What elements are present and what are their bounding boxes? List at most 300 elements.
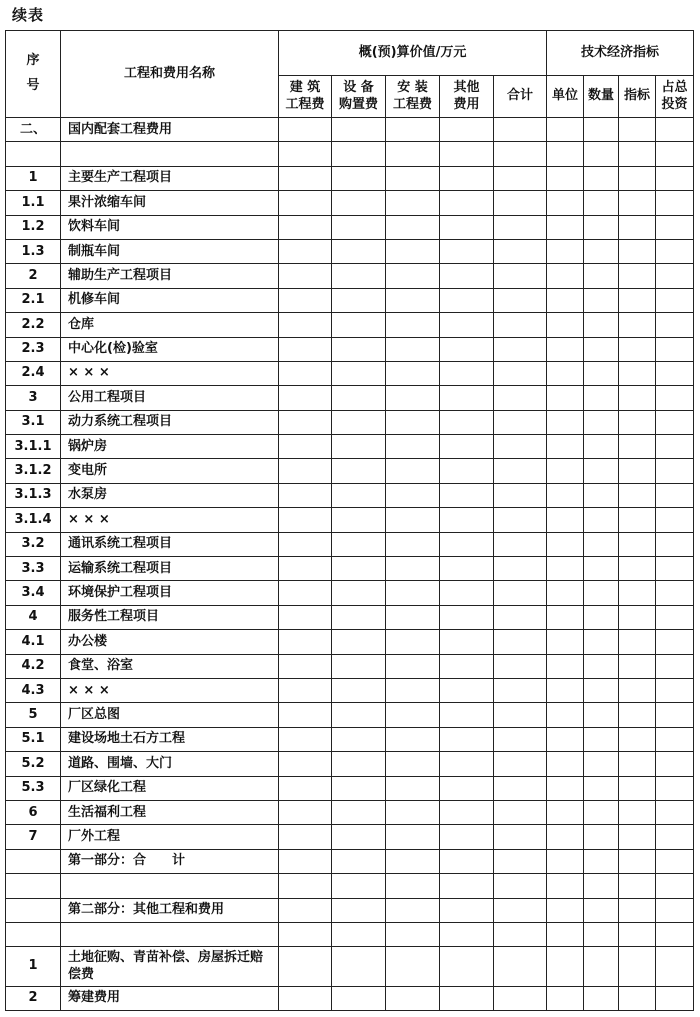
table-row (6, 605, 694, 629)
building-cost-cell (279, 191, 332, 215)
installation-cost-cell (386, 654, 440, 678)
quantity-cell (584, 986, 619, 1010)
quantity-cell (584, 410, 619, 434)
table-row (6, 313, 694, 337)
quantity-cell (584, 898, 619, 922)
indicator-cell (619, 849, 656, 873)
building-cost-cell (279, 800, 332, 824)
row-seq-number: 4 (6, 605, 61, 629)
indicator-cell (619, 410, 656, 434)
quantity-cell (584, 337, 619, 361)
row-seq-number: 3.1.2 (6, 459, 61, 483)
quantity-cell (584, 581, 619, 605)
unit-cell (547, 508, 584, 532)
other-cost-cell (440, 800, 494, 824)
row-seq-number: 4.2 (6, 654, 61, 678)
unit-cell (547, 483, 584, 507)
building-cost-cell (279, 313, 332, 337)
unit-cell (547, 849, 584, 873)
estimate-value-group-header: 概(预)算价值/万元 (279, 31, 547, 76)
total-cell (494, 435, 547, 459)
equipment-cost-cell (332, 459, 386, 483)
building-cost-cell (279, 874, 332, 898)
quantity-cell (584, 435, 619, 459)
total-cell (494, 166, 547, 190)
row-seq-number: 2.3 (6, 337, 61, 361)
installation-cost-cell (386, 557, 440, 581)
equipment-cost-cell (332, 337, 386, 361)
building-cost-cell (279, 752, 332, 776)
quantity-cell (584, 142, 619, 166)
share-of-total-cell (656, 459, 694, 483)
unit-cell (547, 361, 584, 385)
unit-cell (547, 166, 584, 190)
total-cell (494, 727, 547, 751)
building-cost-cell (279, 825, 332, 849)
quantity-cell (584, 678, 619, 702)
quantity-cell (584, 288, 619, 312)
row-item-name: 变电所 (61, 459, 279, 483)
building-cost-cell (279, 776, 332, 800)
indicator-cell (619, 874, 656, 898)
quantity-cell (584, 727, 619, 751)
unit-cell (547, 337, 584, 361)
table-row (6, 142, 694, 166)
building-cost-cell (279, 703, 332, 727)
row-item-name: 服务性工程项目 (61, 605, 279, 629)
table-row (6, 532, 694, 556)
share-of-total-cell (656, 337, 694, 361)
row-item-name: 建设场地土石方工程 (61, 727, 279, 751)
total-cell (494, 581, 547, 605)
table-row (6, 166, 694, 190)
equipment-cost-cell (332, 898, 386, 922)
other-cost-cell (440, 922, 494, 946)
indicator-cell (619, 239, 656, 263)
equipment-cost-cell (332, 678, 386, 702)
indicator-cell (619, 825, 656, 849)
quantity-cell (584, 776, 619, 800)
other-cost-cell (440, 849, 494, 873)
share-of-total-cell (656, 435, 694, 459)
total-cell (494, 557, 547, 581)
indicator-cell (619, 215, 656, 239)
row-item-name: 果汁浓缩车间 (61, 191, 279, 215)
other-cost-cell (440, 532, 494, 556)
table-body (6, 118, 694, 1011)
equipment-cost-cell (332, 557, 386, 581)
installation-cost-cell (386, 166, 440, 190)
total-cell (494, 288, 547, 312)
unit-cell (547, 313, 584, 337)
building-cost-cell (279, 922, 332, 946)
building-cost-cell (279, 361, 332, 385)
building-cost-cell (279, 849, 332, 873)
share-of-total-cell (656, 849, 694, 873)
quantity-cell (584, 752, 619, 776)
indicator-cell (619, 435, 656, 459)
total-cell (494, 800, 547, 824)
indicator-cell (619, 191, 656, 215)
unit-cell (547, 410, 584, 434)
indicator-cell (619, 532, 656, 556)
total-cell (494, 703, 547, 727)
share-of-total-cell (656, 776, 694, 800)
indicator-cell (619, 947, 656, 987)
quantity-cell (584, 605, 619, 629)
total-cell (494, 361, 547, 385)
row-item-name: 仓库 (61, 313, 279, 337)
row-item-name: 筹建费用 (61, 986, 279, 1010)
table-continued-title: 续表 (12, 6, 45, 24)
building-cost-cell (279, 581, 332, 605)
installation-cost-cell (386, 386, 440, 410)
installation-cost-cell (386, 849, 440, 873)
unit-cell (547, 264, 584, 288)
share-of-total-cell (656, 313, 694, 337)
row-seq-number: 二、 (6, 118, 61, 142)
indicator-cell (619, 605, 656, 629)
row-seq-number: 1.2 (6, 215, 61, 239)
row-item-name: 环境保护工程项目 (61, 581, 279, 605)
row-item-name: 道路、围墙、大门 (61, 752, 279, 776)
quantity-cell (584, 703, 619, 727)
equipment-cost-cell (332, 800, 386, 824)
other-cost-cell (440, 678, 494, 702)
row-seq-number: 5.2 (6, 752, 61, 776)
row-item-name: 办公楼 (61, 630, 279, 654)
installation-cost-cell (386, 361, 440, 385)
equipment-cost-cell (332, 118, 386, 142)
building-cost-cell (279, 435, 332, 459)
quantity-cell (584, 313, 619, 337)
table-row (6, 508, 694, 532)
equipment-cost-cell (332, 986, 386, 1010)
row-seq-number: 2.2 (6, 313, 61, 337)
indicator-cell (619, 986, 656, 1010)
unit-cell (547, 727, 584, 751)
table-row (6, 898, 694, 922)
row-item-name: 通讯系统工程项目 (61, 532, 279, 556)
unit-cell (547, 191, 584, 215)
installation-cost-header: 安 装 工程费 (386, 76, 440, 118)
other-cost-cell (440, 288, 494, 312)
indicator-cell (619, 264, 656, 288)
indicator-cell (619, 361, 656, 385)
unit-cell (547, 435, 584, 459)
unit-cell (547, 825, 584, 849)
share-of-total-cell (656, 410, 694, 434)
row-seq-number: 3.2 (6, 532, 61, 556)
building-cost-cell (279, 727, 332, 751)
quantity-cell (584, 654, 619, 678)
installation-cost-cell (386, 630, 440, 654)
other-cost-header: 其他 费用 (440, 76, 494, 118)
equipment-cost-cell (332, 752, 386, 776)
row-seq-number: 3.1.4 (6, 508, 61, 532)
installation-cost-cell (386, 435, 440, 459)
share-of-total-cell (656, 557, 694, 581)
share-of-total-cell (656, 986, 694, 1010)
unit-cell (547, 986, 584, 1010)
installation-cost-cell (386, 191, 440, 215)
installation-cost-cell (386, 215, 440, 239)
unit-cell (547, 922, 584, 946)
unit-cell (547, 947, 584, 987)
share-of-total-cell (656, 678, 694, 702)
row-seq-number: 2 (6, 986, 61, 1010)
total-cell (494, 947, 547, 987)
table-row (6, 239, 694, 263)
row-item-name: 公用工程项目 (61, 386, 279, 410)
row-item-name: 第二部分：其他工程和费用 (61, 898, 279, 922)
share-of-total-cell (656, 166, 694, 190)
total-cell (494, 922, 547, 946)
total-cell (494, 313, 547, 337)
indicator-cell (619, 703, 656, 727)
row-item-name: 厂外工程 (61, 825, 279, 849)
total-cell (494, 825, 547, 849)
other-cost-cell (440, 313, 494, 337)
unit-cell (547, 776, 584, 800)
other-cost-cell (440, 239, 494, 263)
table-row (6, 776, 694, 800)
installation-cost-cell (386, 800, 440, 824)
other-cost-cell (440, 776, 494, 800)
other-cost-cell (440, 581, 494, 605)
unit-cell (547, 459, 584, 483)
building-cost-cell (279, 483, 332, 507)
row-seq-number: 4.3 (6, 678, 61, 702)
equipment-cost-cell (332, 386, 386, 410)
unit-cell (547, 800, 584, 824)
table-row (6, 386, 694, 410)
indicator-cell (619, 483, 656, 507)
indicator-cell (619, 166, 656, 190)
quantity-cell (584, 264, 619, 288)
equipment-cost-cell (332, 215, 386, 239)
building-cost-cell (279, 508, 332, 532)
equipment-cost-cell (332, 605, 386, 629)
row-item-name (61, 874, 279, 898)
quantity-cell (584, 118, 619, 142)
row-item-name (61, 142, 279, 166)
quantity-cell (584, 459, 619, 483)
row-item-name: 土地征购、青苗补偿、房屋拆迁赔偿费 (61, 947, 279, 987)
table-row (6, 654, 694, 678)
row-seq-number: 7 (6, 825, 61, 849)
other-cost-cell (440, 703, 494, 727)
quantity-cell (584, 825, 619, 849)
unit-cell (547, 557, 584, 581)
row-seq-number: 3.1.3 (6, 483, 61, 507)
other-cost-cell (440, 947, 494, 987)
total-cell (494, 410, 547, 434)
equipment-cost-cell (332, 922, 386, 946)
other-cost-cell (440, 752, 494, 776)
total-cell (494, 483, 547, 507)
share-of-total-cell (656, 532, 694, 556)
row-seq-number: 5.1 (6, 727, 61, 751)
building-cost-header: 建 筑 工程费 (279, 76, 332, 118)
indicator-cell (619, 581, 656, 605)
row-item-name: 主要生产工程项目 (61, 166, 279, 190)
table-row (6, 947, 694, 987)
indicator-cell (619, 459, 656, 483)
installation-cost-cell (386, 703, 440, 727)
equipment-cost-cell (332, 703, 386, 727)
equipment-cost-cell (332, 166, 386, 190)
installation-cost-cell (386, 825, 440, 849)
building-cost-cell (279, 947, 332, 987)
other-cost-cell (440, 557, 494, 581)
row-seq-number: 3.1.1 (6, 435, 61, 459)
row-seq-number: 3.1 (6, 410, 61, 434)
share-of-total-cell (656, 922, 694, 946)
other-cost-cell (440, 483, 494, 507)
installation-cost-cell (386, 142, 440, 166)
table-row (6, 337, 694, 361)
building-cost-cell (279, 605, 332, 629)
share-of-total-cell (656, 752, 694, 776)
equipment-cost-cell (332, 239, 386, 263)
equipment-cost-cell (332, 581, 386, 605)
share-of-total-cell (656, 800, 694, 824)
row-seq-number: 2.4 (6, 361, 61, 385)
equipment-cost-cell (332, 947, 386, 987)
equipment-cost-cell (332, 532, 386, 556)
row-seq-number: 3 (6, 386, 61, 410)
installation-cost-cell (386, 874, 440, 898)
share-of-total-cell (656, 605, 694, 629)
share-of-total-header: 占总 投资 (656, 76, 694, 118)
total-cell (494, 386, 547, 410)
unit-cell (547, 288, 584, 312)
unit-cell (547, 752, 584, 776)
installation-cost-cell (386, 288, 440, 312)
row-seq-number: 1 (6, 166, 61, 190)
table-row (6, 849, 694, 873)
unit-cell (547, 581, 584, 605)
total-cell (494, 678, 547, 702)
quantity-cell (584, 922, 619, 946)
table-row (6, 678, 694, 702)
other-cost-cell (440, 118, 494, 142)
unit-cell (547, 118, 584, 142)
row-item-name: 厂区绿化工程 (61, 776, 279, 800)
equipment-cost-cell (332, 508, 386, 532)
row-seq-number (6, 849, 61, 873)
other-cost-cell (440, 361, 494, 385)
table-row (6, 703, 694, 727)
other-cost-cell (440, 264, 494, 288)
unit-cell (547, 142, 584, 166)
table-row (6, 874, 694, 898)
share-of-total-cell (656, 947, 694, 987)
table-row (6, 557, 694, 581)
row-item-name: 锅炉房 (61, 435, 279, 459)
row-item-name: × × × (61, 508, 279, 532)
share-of-total-cell (656, 581, 694, 605)
other-cost-cell (440, 215, 494, 239)
indicator-cell (619, 386, 656, 410)
quantity-cell (584, 215, 619, 239)
indicator-cell (619, 752, 656, 776)
share-of-total-cell (656, 239, 694, 263)
table-row (6, 825, 694, 849)
row-item-name: 食堂、浴室 (61, 654, 279, 678)
share-of-total-cell (656, 142, 694, 166)
share-of-total-cell (656, 727, 694, 751)
table-row (6, 410, 694, 434)
total-cell (494, 986, 547, 1010)
installation-cost-cell (386, 508, 440, 532)
row-seq-number: 3.3 (6, 557, 61, 581)
building-cost-cell (279, 239, 332, 263)
building-cost-cell (279, 166, 332, 190)
total-cell (494, 752, 547, 776)
share-of-total-cell (656, 361, 694, 385)
row-seq-number: 2.1 (6, 288, 61, 312)
quantity-cell (584, 532, 619, 556)
share-of-total-cell (656, 703, 694, 727)
building-cost-cell (279, 459, 332, 483)
equipment-cost-cell (332, 727, 386, 751)
indicator-cell (619, 922, 656, 946)
table-row (6, 752, 694, 776)
other-cost-cell (440, 459, 494, 483)
quantity-header: 数量 (584, 76, 619, 118)
indicator-cell (619, 678, 656, 702)
row-seq-number: 1.3 (6, 239, 61, 263)
total-cell (494, 898, 547, 922)
unit-cell (547, 215, 584, 239)
indicator-cell (619, 800, 656, 824)
equipment-cost-cell (332, 776, 386, 800)
indicator-cell (619, 288, 656, 312)
table-row (6, 288, 694, 312)
row-item-name: × × × (61, 361, 279, 385)
equipment-cost-cell (332, 191, 386, 215)
other-cost-cell (440, 630, 494, 654)
unit-header: 单位 (547, 76, 584, 118)
equipment-cost-header: 设 备 购置费 (332, 76, 386, 118)
table-header (6, 31, 694, 118)
item-name-header: 工程和费用名称 (61, 31, 279, 118)
quantity-cell (584, 239, 619, 263)
building-cost-cell (279, 532, 332, 556)
unit-cell (547, 532, 584, 556)
other-cost-cell (440, 986, 494, 1010)
equipment-cost-cell (332, 630, 386, 654)
row-item-name (61, 922, 279, 946)
equipment-cost-cell (332, 435, 386, 459)
cost-estimate-table (5, 30, 694, 1011)
installation-cost-cell (386, 752, 440, 776)
table-row (6, 264, 694, 288)
total-cell (494, 459, 547, 483)
share-of-total-cell (656, 264, 694, 288)
share-of-total-cell (656, 386, 694, 410)
other-cost-cell (440, 825, 494, 849)
indicator-cell (619, 776, 656, 800)
installation-cost-cell (386, 459, 440, 483)
table-row (6, 630, 694, 654)
row-item-name: 水泵房 (61, 483, 279, 507)
table-row (6, 215, 694, 239)
row-item-name: 机修车间 (61, 288, 279, 312)
table-row (6, 435, 694, 459)
